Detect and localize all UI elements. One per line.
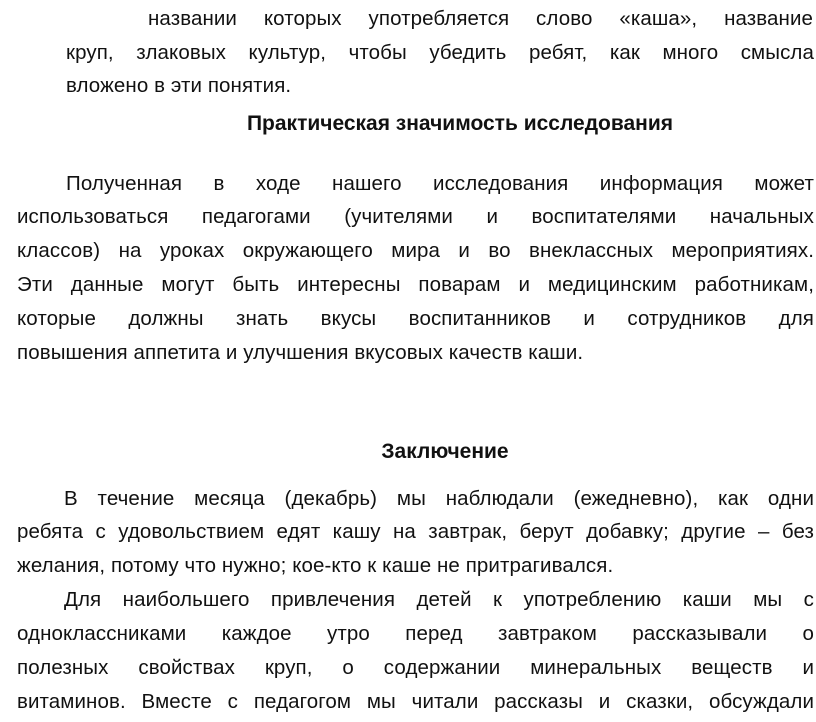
conclusion-line-4: Для наибольшего привлечения детей к употреблению каши мы с (64, 588, 814, 611)
practical-line-5: которые должны знать вкусы воспитанников и сотрудников для (17, 307, 814, 330)
conclusion-line-1: В течение месяца (декабрь) мы наблюдали (ежедневно), как одни (64, 487, 814, 510)
practical-line-4: Эти данные могут быть интересны поварам и медицинским работникам, (17, 273, 814, 296)
conclusion-line-6: полезных свойствах круп, о содержании минеральных веществ и (17, 656, 814, 679)
practical-line-3: классов) на уроках окружающего мира и во внеклассных мероприятиях. (17, 239, 814, 262)
intro-line-3: вложено в эти понятия. (66, 74, 292, 97)
practical-line-6: повышения аппетита и улучшения вкусовых качеств каши. (17, 341, 584, 364)
practical-heading: Практическая значимость исследования (246, 112, 674, 135)
intro-line-2: круп, злаковых культур, чтобы убедить ребят, как много смысла (66, 41, 814, 64)
intro-line-1: названии которых употребляется слово «каша», название (148, 7, 813, 30)
conclusion-line-2: ребята с удовольствием едят кашу на завтрак, берут добавку; другие – без (17, 520, 814, 543)
practical-line-1: Полученная в ходе нашего исследования информация может (66, 172, 814, 195)
practical-line-2: использоваться педагогами (учителями и воспитателями начальных (17, 205, 814, 228)
conclusion-line-3: желания, потому что нужно; кое-кто к каше не притрагивался. (17, 554, 614, 577)
conclusion-line-7: витаминов. Вместе с педагогом мы читали рассказы и сказки, обсуждали (17, 690, 814, 713)
conclusion-line-5: одноклассниками каждое утро перед завтраком рассказывали о (17, 622, 814, 645)
conclusion-heading: Заключение (381, 440, 509, 463)
